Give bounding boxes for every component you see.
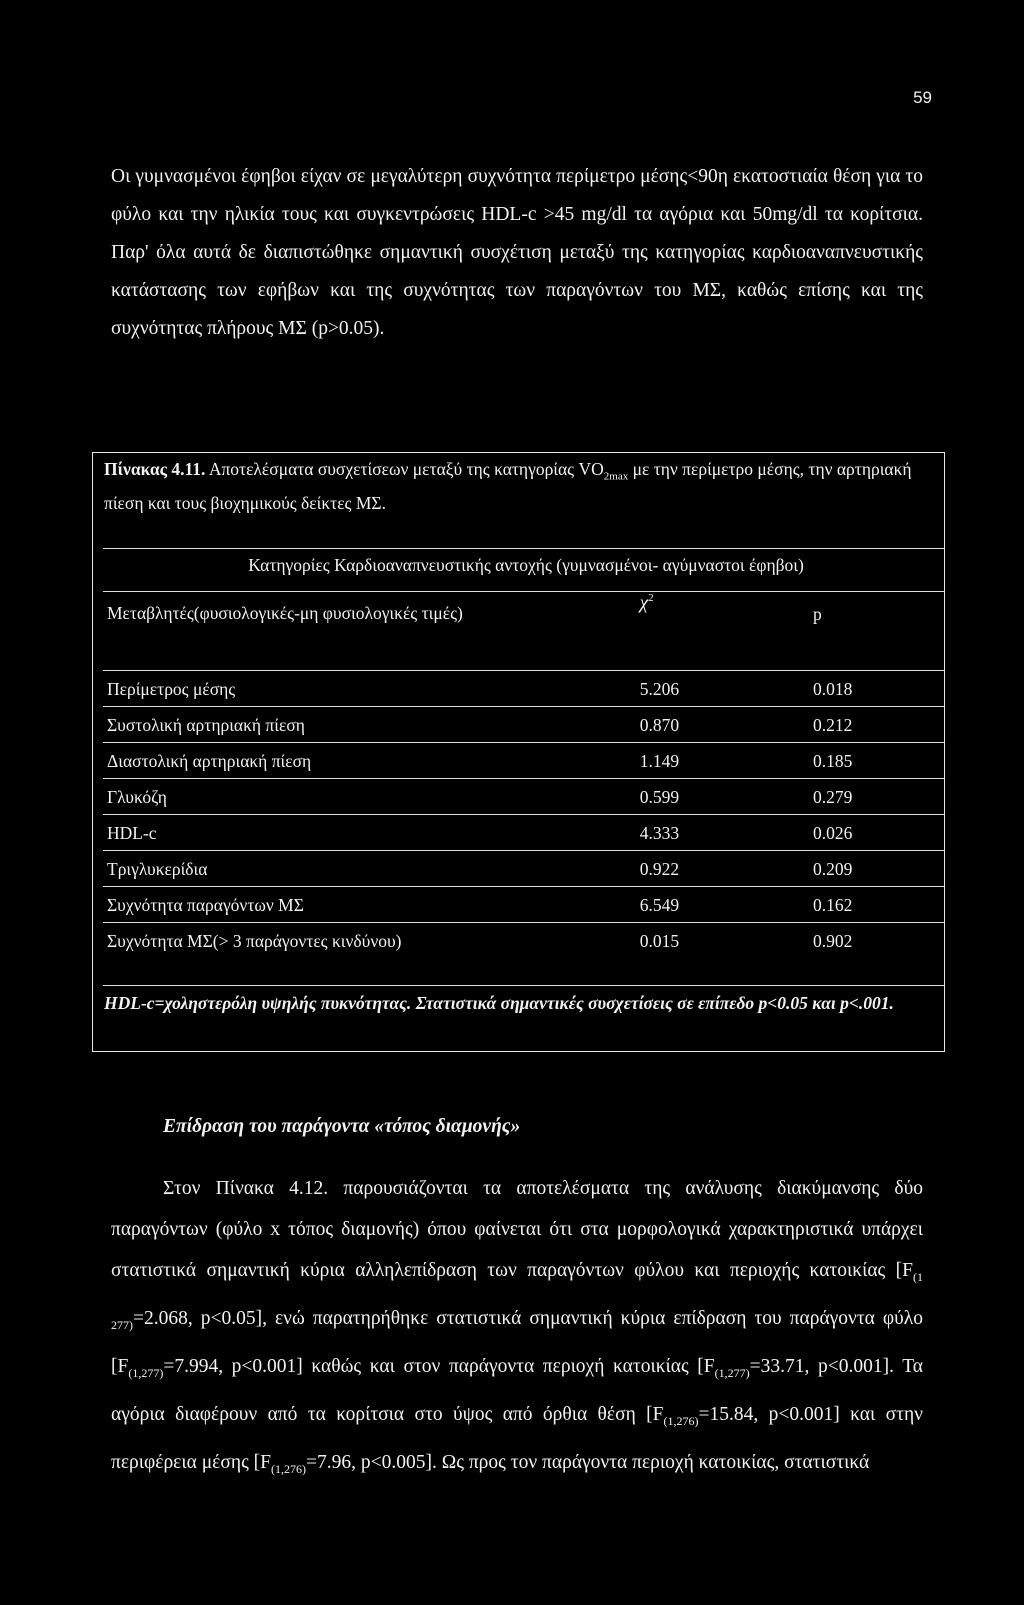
para2-text-4: =33.71, p<0.001]. Τα αγόρια διαφέρουν από τα κορίτσια στο ύψος από όρθια θέση [F (111, 1355, 924, 1425)
table-row (103, 707, 945, 743)
para2-sub-3: (1,277) (714, 1365, 750, 1380)
cell-variable: Περίμετρος μέσης (103, 671, 636, 707)
cell-chi2: 0.870 (636, 707, 809, 743)
correlation-table (103, 548, 945, 959)
cell-p: 0.279 (809, 779, 945, 815)
cell-chi2: 1.149 (636, 743, 809, 779)
footnote-abbreviation: HDL-c=χοληστερόλη υψηλής πυκνότητας. (104, 993, 412, 1013)
cell-p: 0.902 (809, 923, 945, 959)
cell-chi2: 0.015 (636, 923, 809, 959)
para2-text-3: =7.994, p<0.001] καθώς και στον παράγοντα περιοχή κατοικίας [F (163, 1355, 715, 1377)
para2-sub-1: (1 277) (111, 1269, 923, 1332)
para2-text-2: =2.068, p<0.05], ενώ παρατηρήθηκε στατιστικά σημαντική κύρια επίδραση του παράγοντα φύλο [F (111, 1307, 923, 1377)
cell-chi2: 4.333 (636, 815, 809, 851)
para2-text-6: =7.96, p<0.005]. Ως προς τον παράγοντα περιοχή κατοικίας, στατιστικά (306, 1451, 870, 1473)
category-header: Κατηγορίες Καρδιοαναπνευστικής αντοχής (γυμνασμένοι- αγύμναστοι έφηβοι) (103, 549, 945, 592)
para2-sub-5: (1,276) (271, 1461, 306, 1476)
table-body (103, 671, 945, 959)
table-row (103, 815, 945, 851)
chi-superscript: 2 (648, 592, 654, 604)
table-footnote (103, 985, 944, 1020)
table-caption-text-before: Αποτελέσματα συσχετίσεων μεταξύ της κατηγορίας VO (208, 459, 604, 479)
table-row (103, 887, 945, 923)
cell-variable: Συχνότητα ΜΣ(> 3 παράγοντες κινδύνου) (103, 923, 636, 959)
para2-sub-4: (1,276) (663, 1413, 699, 1428)
cell-chi2: 0.599 (636, 779, 809, 815)
cell-chi2: 0.922 (636, 851, 809, 887)
table-row (103, 923, 945, 959)
cell-chi2: 5.206 (636, 671, 809, 707)
table-caption-label: Πίνακας 4.11. (104, 459, 206, 479)
cell-p: 0.162 (809, 887, 945, 923)
cell-chi2: 6.549 (636, 887, 809, 923)
paragraph-anova (111, 1168, 923, 1489)
table-caption-text-after: με την περίμετρο μέσης, την αρτηριακή πίεση και τους βιοχημικούς δείκτες ΜΣ. (104, 459, 912, 513)
table-row (103, 743, 945, 779)
cell-p: 0.209 (809, 851, 945, 887)
cell-p: 0.018 (809, 671, 945, 707)
p-header: p (809, 592, 945, 671)
cell-variable: Συχνότητα παραγόντων ΜΣ (103, 887, 636, 923)
footnote-significance: Στατιστικά σημαντικές συσχετίσεις σε επίπεδο p<0.05 και p<.001. (415, 993, 894, 1013)
cell-p: 0.185 (809, 743, 945, 779)
para2-sub-2: (1,277) (128, 1365, 164, 1380)
table-row (103, 851, 945, 887)
table-caption (92, 452, 945, 513)
cell-variable: Γλυκόζη (103, 779, 636, 815)
cell-variable: HDL-c (103, 815, 636, 851)
table-caption-subscript: 2max (603, 470, 629, 483)
cell-variable: Διαστολική αρτηριακή πίεση (103, 743, 636, 779)
variable-header: Μεταβλητές(φυσιολογικές-μη φυσιολογικές τιμές) (103, 592, 636, 671)
para2-text-1: Στον Πίνακα 4.12. παρουσιάζονται τα αποτελέσματα της ανάλυσης διακύμανσης δύο παραγόντων (φύλο x τόπος διαμονής) όπου φαίνεται ότι στα μορφολογικά χαρακτηριστικά υπάρχει στατιστικά σημαντική κύρια αλληλεπίδραση των παραγόντων φύλου και περιοχής κατοικίας [F (111, 1178, 923, 1281)
para2-text-5: =15.84, p<0.001] και στην περιφέρεια μέσης [F (111, 1403, 923, 1473)
cell-p: 0.026 (809, 815, 945, 851)
cell-p: 0.212 (809, 707, 945, 743)
chi-symbol: χ (639, 592, 649, 614)
cell-variable: Τριγλυκερίδια (103, 851, 636, 887)
cell-variable: Συστολική αρτηριακή πίεση (103, 707, 636, 743)
chi-square-header (636, 592, 809, 671)
table-row (103, 779, 945, 815)
paragraph-results: Οι γυμνασμένοι έφηβοι είχαν σε μεγαλύτερη συχνότητα περίμετρο μέσης<90η εκατοστιαία θέση για το φύλο και την ηλικία τους και συγκεντρώσεις HDL-c >45 mg/dl τα αγόρια και 50mg/dl τα κορίτσια. Παρ' όλα αυτά δε διαπιστώθηκε σημαντική συσχέτιση μεταξύ της κατηγορίας καρδιοαναπνευστικής κατάστασης των εφήβων και της συχνότητας των παραγόντων του ΜΣ, καθώς επίσης και της συχνότητας πλήρους ΜΣ (p>0.05). (111, 166, 923, 339)
page-number: 59 (913, 88, 932, 107)
table-row (103, 671, 945, 707)
section-title: Επίδραση του παράγοντα «τόπος διαμονής» (163, 1116, 521, 1137)
